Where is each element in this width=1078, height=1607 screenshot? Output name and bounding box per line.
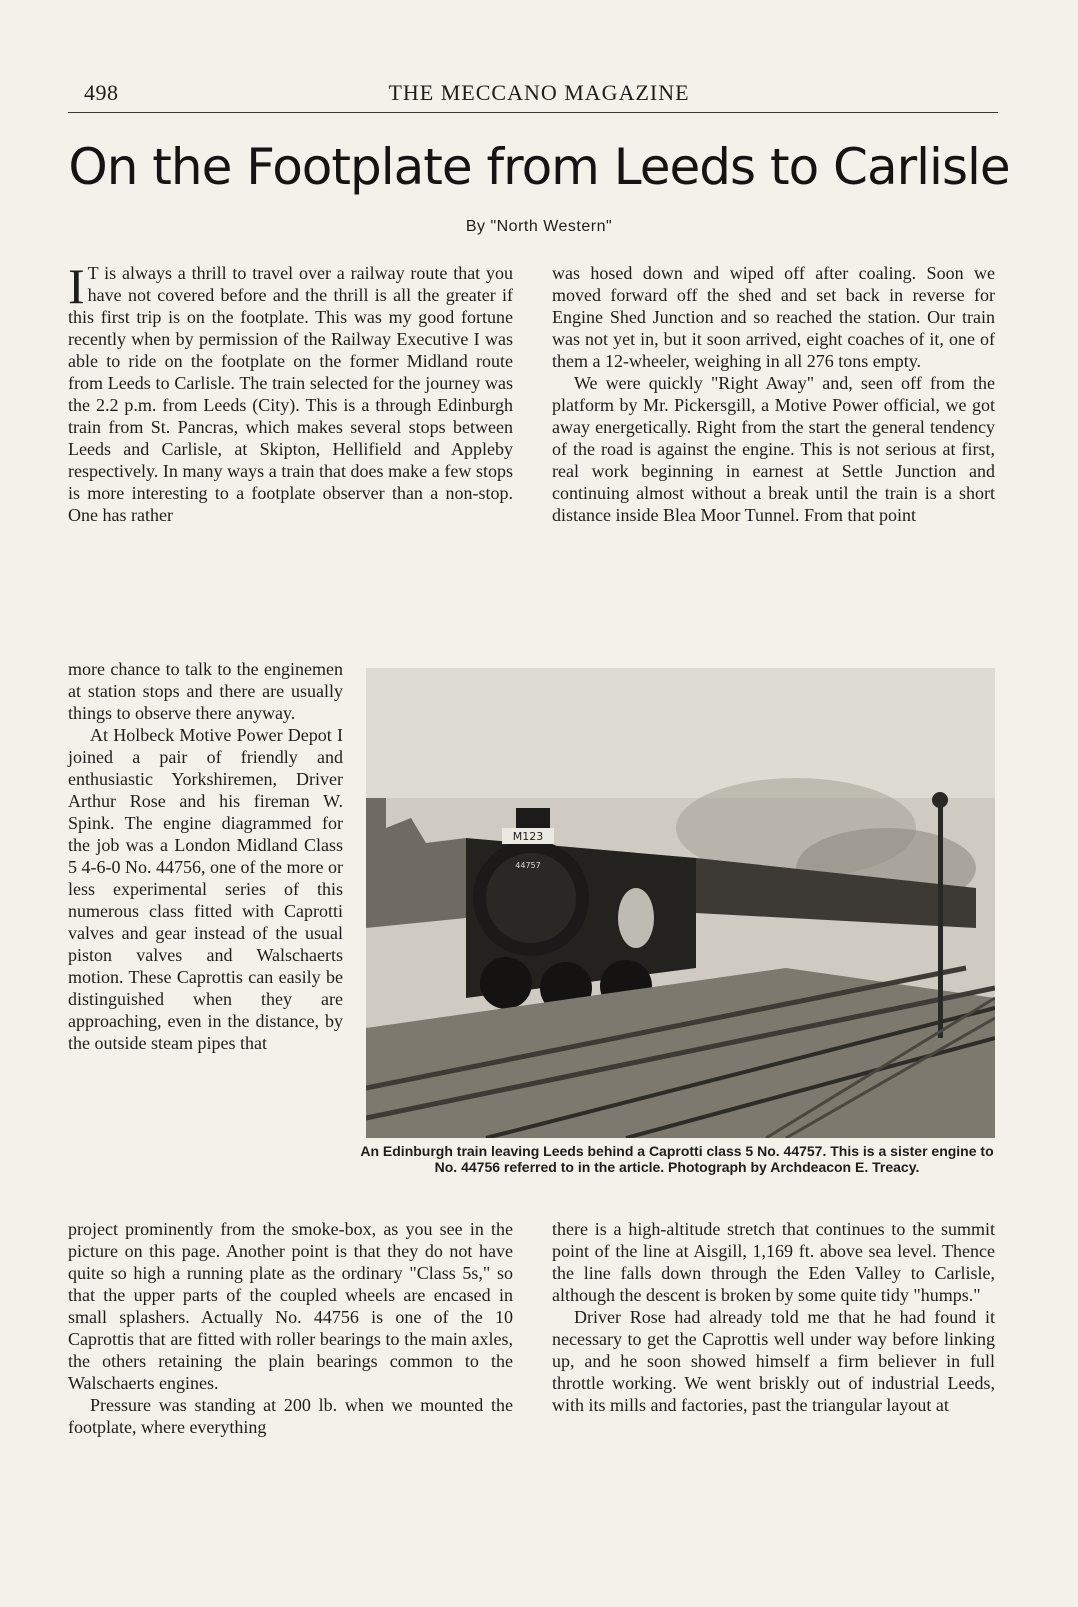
paragraph: there is a high-altitude stretch that continues to the summit point of the line at Aisgill, 1,169 ft. above sea level. Thence the line falls down through the Eden Valley to Carlisle, although the descent is broken by some quite tidy "humps.": [552, 1219, 995, 1305]
paragraph: At Holbeck Motive Power Depot I joined a pair of friendly and enthusiastic Yorkshiremen, Driver Arthur Rose and his fireman W. Spink. The engine diagrammed for the job was a London Midland Class 5 4-6-0 No. 44756, one of the more or less experimental series of this numerous class fitted with Caprotti valves and gear instead of the usual piston valves and Walschaerts motion. These Caprottis can easily be distinguished when they are approaching, even in the distance, by the outside steam pipes that: [68, 725, 343, 1053]
left-column-bottom: [68, 1218, 513, 1438]
headboard-label: M123: [512, 830, 544, 843]
paragraph: Driver Rose had already told me that he had found it necessary to get the Caprottis well under way before linking up, and he soon showed himself a firm believer in full throttle working. We went briskly out of industrial Leeds, with its mills and factories, past the triangular layout at: [552, 1307, 995, 1415]
paragraph: We were quickly "Right Away" and, seen off from the platform by Mr. Pickersgill, a Motive Power official, we got away energetically. Right from the start the general tendency of the road is against the engine. This is not serious at first, real work beginning in earnest at Settle Junction and continuing almost without a break until the train is a short distance inside Blea Moor Tunnel. From that point: [552, 373, 995, 525]
paragraph: was hosed down and wiped off after coaling. Soon we moved forward off the shed and set back in reverse for Engine Shed Junction and so reached the station. Our train was not yet in, but it soon arrived, eight coaches of it, one of them a 12-wheeler, weighing in all 276 tons empty.: [552, 263, 995, 371]
paragraph-text: T is always a thrill to travel over a railway route that you have not covered before and the thrill is all the greater if this first trip is on the footplate. This was my good fortune recently when by permission of the Railway Executive I was able to ride on the footplate on the former Midland route from Leeds to Carlisle. The train selected for the journey was the 2.2 p.m. from Leeds (City). This is a through Edinburgh train from St. Pancras, which makes several stops between Leeds and Carlisle, at Skipton, Hellifield and Appleby respectively. In many ways a train that does make a few stops is more interesting to a footplate observer than a non-stop. One has rather: [68, 263, 513, 525]
article-title: On the Footplate from Leeds to Carlisle: [68, 138, 1010, 196]
byline: By "North Western": [465, 218, 613, 235]
opening-paragraph: [68, 258, 513, 526]
left-column-narrow: [68, 658, 343, 1054]
header-rule: [68, 112, 998, 113]
right-column-top: [552, 262, 995, 526]
right-column-bottom: [552, 1218, 995, 1416]
left-column-top: [68, 258, 513, 526]
drop-cap: I: [68, 258, 85, 314]
train-photograph: [366, 668, 995, 1138]
photo-caption: An Edinburgh train leaving Leeds behind a Caprotti class 5 No. 44757. This is a sister engine to No. 44756 referred to in the article. Photograph by Archdeacon E. Treacy.: [360, 1143, 994, 1175]
magazine-title: THE MECCANO MAGAZINE: [388, 80, 690, 105]
paragraph: more chance to talk to the enginemen at station stops and there are usually things to observe there anyway.: [68, 659, 343, 723]
page-number: 498: [84, 80, 119, 105]
paragraph: project prominently from the smoke-box, as you see in the picture on this page. Another point is that they do not have quite so high a running plate as the ordinary "Class 5s," so that the upper parts of the coupled wheels are encased in small splashers. Actually No. 44756 is one of the 10 Caprottis that are fitted with roller bearings to the main axles, the others retaining the plain bearings common to the Walschaerts engines.: [68, 1219, 513, 1393]
smokebox-number: 44757: [515, 861, 541, 870]
locomotive-illustration: [366, 668, 995, 1138]
paragraph: Pressure was standing at 200 lb. when we mounted the footplate, where everything: [68, 1395, 513, 1437]
